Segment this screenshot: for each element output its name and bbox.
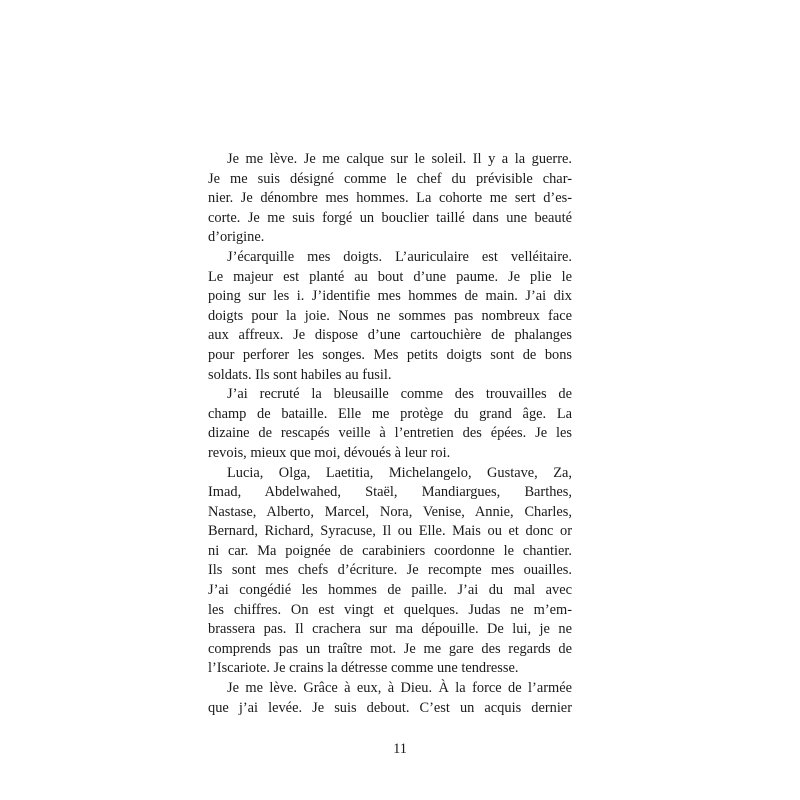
text-line: J’ai recruté la bleusaille comme des trouvailles de bbox=[227, 386, 572, 403]
text-line: J’écarquille mes doigts. L’auriculaire est velléitaire. bbox=[227, 248, 572, 265]
text-line: revois, mieux que moi, dévoués à leur roi. bbox=[208, 444, 451, 461]
text-line: Le majeur est planté au bout d’une paume. Je plie le bbox=[208, 268, 572, 285]
text-line: que j’ai levée. Je suis debout. C’est un acquis dernier bbox=[208, 699, 572, 716]
text-line: Imad, Abdelwahed, Staël, Mandiargues, Barthes, bbox=[208, 484, 572, 501]
text-line: aux affreux. Je dispose d’une cartouchière de phalanges bbox=[208, 327, 572, 344]
text-line: Nastase, Alberto, Marcel, Nora, Venise, Annie, Charles, bbox=[208, 503, 572, 520]
text-line: dizaine de rescapés veille à l’entretien des épées. Je les bbox=[208, 425, 572, 442]
text-line: poing sur les i. J’identifie mes hommes de main. J’ai dix bbox=[208, 288, 572, 305]
text-line: Je me lève. Grâce à eux, à Dieu. À la force de l’armée bbox=[227, 680, 572, 697]
text-line: corte. Je me suis forgé un bouclier taillé dans une beauté bbox=[208, 209, 572, 226]
text-line: les chiffres. On est vingt et quelques. Judas ne m’em- bbox=[208, 601, 572, 618]
text-line: nier. Je dénombre mes hommes. La cohorte me sert d’es- bbox=[208, 190, 572, 207]
text-line: Ils sont mes chefs d’écriture. Je recompte mes ouailles. bbox=[208, 562, 572, 579]
text-line: l’Iscariote. Je crains la détresse comme une tendresse. bbox=[208, 660, 519, 677]
text-line: J’ai congédié les hommes de paille. J’ai du mal avec bbox=[208, 582, 572, 599]
text-line: doigts pour la joie. Nous ne sommes pas nombreux face bbox=[208, 307, 572, 324]
text-line: comprends pas un traître mot. Je me gare des regards de bbox=[208, 640, 572, 657]
text-line: Lucia, Olga, Laetitia, Michelangelo, Gustave, Za, bbox=[227, 464, 572, 481]
text-line: pour perforer les songes. Mes petits doigts sont de bons bbox=[208, 346, 572, 363]
text-line: soldats. Ils sont habiles au fusil. bbox=[208, 366, 392, 383]
page-number: 11 bbox=[393, 741, 407, 757]
text-line: Bernard, Richard, Syracuse, Il ou Elle. Mais ou et donc or bbox=[208, 523, 572, 540]
text-line: Je me suis désigné comme le chef du prévisible char- bbox=[208, 170, 572, 187]
text-line: ni car. Ma poignée de carabiniers coordonne le chantier. bbox=[208, 542, 572, 559]
text-line: Je me lève. Je me calque sur le soleil. Il y a la guerre. bbox=[227, 151, 572, 167]
text-line: brassera pas. Il crachera sur ma dépouille. De lui, je ne bbox=[208, 621, 572, 638]
body-text bbox=[208, 150, 572, 718]
text-line: d’origine. bbox=[208, 229, 265, 246]
text-line: champ de bataille. Elle me protège du grand âge. La bbox=[208, 405, 572, 422]
